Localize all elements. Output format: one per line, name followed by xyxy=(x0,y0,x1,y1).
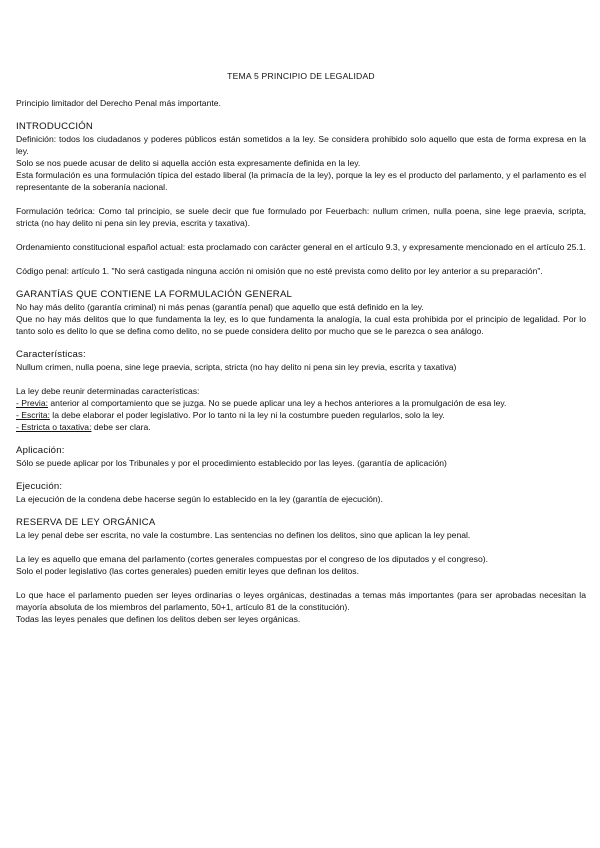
reserva-paragraph-2: La ley es aquello que emana del parlamento (cortes generales compuestas por el congreso de los diputados y el congreso). xyxy=(16,554,488,564)
aplicacion-text: Sólo se puede aplicar por los Tribunales y por el procedimiento establecido por las leyes. (garantía de aplicación) xyxy=(16,458,447,468)
requisito-text: la debe elaborar el poder legislativo. Por lo tanto ni la ley ni la costumbre pueden regularlos, solo la ley. xyxy=(49,410,445,420)
reserva-paragraph-3: Solo el poder legislativo (las cortes generales) pueden emitir leyes que definan los delitos. xyxy=(16,566,359,576)
intro-line: Principio limitador del Derecho Penal más importante. xyxy=(16,98,221,108)
ejecucion-text: La ejecución de la condena debe hacerse según lo establecido en la ley (garantía de ejecución). xyxy=(16,494,383,504)
reserva-paragraph-1: La ley penal debe ser escrita, no vale la costumbre. Las sentencias no definen los delitos, sino que aplican la ley penal. xyxy=(16,530,471,540)
requisito-item xyxy=(16,397,586,409)
requisito-item xyxy=(16,421,586,433)
requisito-label: - Escrita: xyxy=(16,410,50,420)
aplicacion-heading: Aplicación: xyxy=(16,445,65,456)
codigo-penal-paragraph: Código penal: artículo 1. "No será castigada ninguna acción ni omisión que no esté prevista como delito por ley anterior a su preparación". xyxy=(16,266,543,276)
introduccion-paragraph-3: Esta formulación es una formulación típica del estado liberal (la primacía de la ley), porque la ley es el producto del parlamento, y el parlamento es el representante de la soberanía nacional. xyxy=(16,170,586,192)
garantias-paragraph-1: No hay más delito (garantía criminal) ni más penas (garantía penal) que aquello que está definido en la ley. xyxy=(16,302,424,312)
requisito-item xyxy=(16,409,586,421)
ejecucion-heading: Ejecución: xyxy=(16,481,63,492)
garantias-paragraph-2: Que no hay más delitos que lo que fundamenta la ley, es lo que fundamenta la analogía, la cual esta prohibida por el principio de legalidad. Por lo tanto solo es delito lo que se defina como delito, no se puede considera delito por mucho que se le parezca o sea análogo. xyxy=(16,314,586,336)
introduccion-paragraph-1: Definición: todos los ciudadanos y poderes públicos están sometidos a la ley. Se considera prohibido solo aquello que esta de forma expresa en la ley. xyxy=(16,134,586,156)
page-title: TEMA 5 PRINCIPIO DE LEGALIDAD xyxy=(227,71,375,81)
ordenamiento-paragraph: Ordenamiento constitucional español actual: esta proclamado con carácter general en el artículo 9.3, y expresamente mencionado en el artículo 25.1. xyxy=(16,242,586,252)
document-page xyxy=(16,70,586,625)
caracteristicas-text: Nullum crimen, nulla poena, sine lege praevia, scripta, stricta (no hay delito ni pena sin ley previa, escrita y taxativa) xyxy=(16,362,457,372)
requisitos-intro: La ley debe reunir determinadas características: xyxy=(16,386,200,396)
requisito-text: anterior al comportamiento que se juzga. No se puede aplicar una ley a hechos anteriores a la promulgación de esa ley. xyxy=(48,398,507,408)
introduccion-paragraph-2: Solo se nos puede acusar de delito si aquella acción esta expresamente definida en la ley. xyxy=(16,158,361,168)
garantias-heading: GARANTÍAS QUE CONTIENE LA FORMULACIÓN GENERAL xyxy=(16,289,293,300)
formulacion-teorica-paragraph: Formulación teórica: Como tal principio, se suele decir que fue formulado por Feuerbach: nullum crimen, nulla poena, sine lege praevia, scripta, stricta (no hay delito ni pena sin ley previa, escrita y taxativa). xyxy=(16,206,586,228)
reserva-paragraph-4: Lo que hace el parlamento pueden ser leyes ordinarias o leyes orgánicas, destinadas a temas más importantes (para ser aprobadas necesitan la mayoría absoluta de los miembros del parlamento, 50+1, artículo 81 de la constitución). xyxy=(16,590,586,612)
reserva-heading: RESERVA DE LEY ORGÁNICA xyxy=(16,517,156,528)
caracteristicas-heading: Características: xyxy=(16,349,86,360)
introduccion-heading: INTRODUCCIÓN xyxy=(16,121,94,132)
requisito-text: debe ser clara. xyxy=(91,422,151,432)
requisito-label: - Previa: xyxy=(16,398,48,408)
requisito-label: - Estricta o taxativa: xyxy=(16,422,92,432)
reserva-paragraph-5: Todas las leyes penales que definen los delitos deben ser leyes orgánicas. xyxy=(16,614,301,624)
